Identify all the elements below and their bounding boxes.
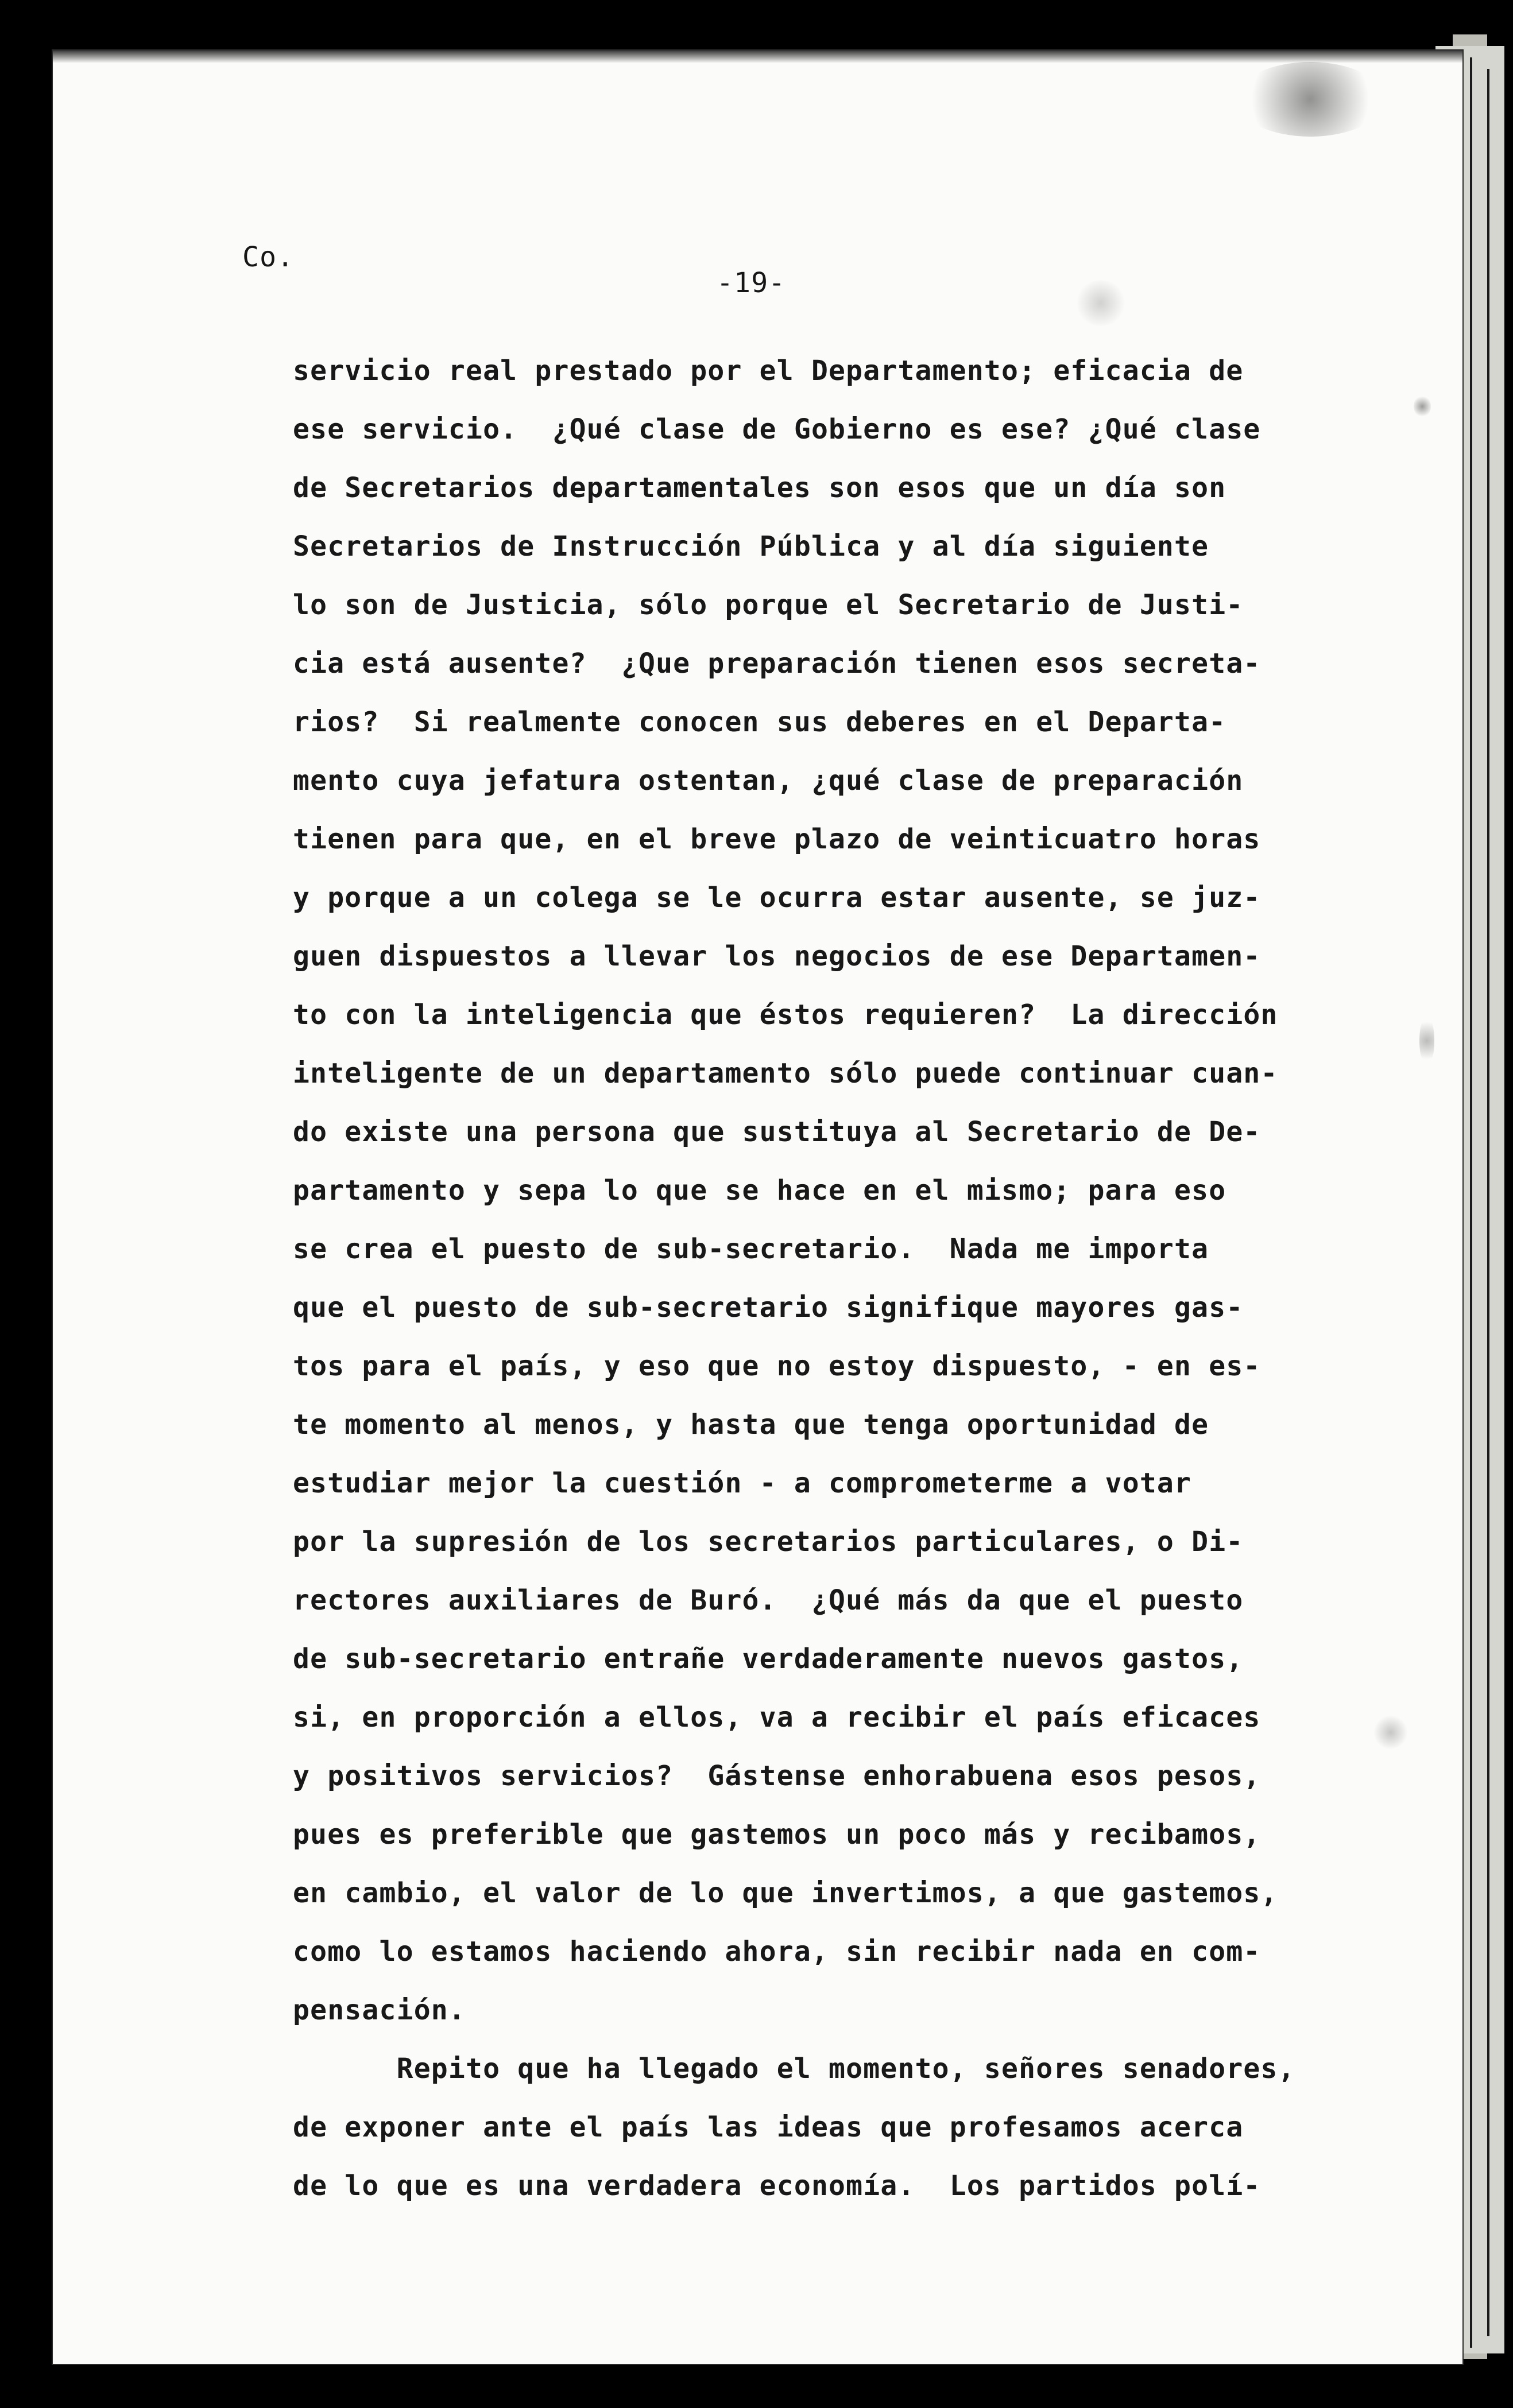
text-line: inteligente de un departamento sólo puede continuar cuan- <box>293 1057 1278 1089</box>
text-line: que el puesto de sub-secretario signifique mayores gas- <box>293 1292 1244 1324</box>
page-top-shadow <box>53 51 1462 63</box>
text-line: pensación. <box>293 1994 466 2026</box>
text-line: de Secretarios departamentales son esos que un día son <box>293 472 1226 504</box>
text-line: estudiar mejor la cuestión - a comprometerme a votar <box>293 1467 1192 1499</box>
body-text <box>293 355 1315 2289</box>
text-line: rios? Si realmente conocen sus deberes en el Departa- <box>293 706 1226 738</box>
text-line: mento cuya jefatura ostentan, ¿qué clase de preparación <box>293 765 1244 797</box>
text-line: do existe una persona que sustituya al Secretario de De- <box>293 1116 1261 1148</box>
text-line: guen dispuestos a llevar los negocios de ese Departamen- <box>293 940 1261 972</box>
text-line: servicio real prestado por el Departamento; eficacia de <box>293 355 1244 387</box>
ink-speck-3 <box>1373 1715 1408 1750</box>
text-line: partamento y sepa lo que se hace en el mismo; para eso <box>293 1174 1226 1207</box>
ink-smudge <box>1236 62 1385 137</box>
text-line: Secretarios de Instrucción Pública y al día siguiente <box>293 530 1209 563</box>
ink-speck-2 <box>1419 1015 1434 1067</box>
text-line: te momento al menos, y hasta que tenga oportunidad de <box>293 1409 1209 1441</box>
text-line: se crea el puesto de sub-secretario. Nada me importa <box>293 1233 1209 1265</box>
text-line: y porque a un colega se le ocurra estar ausente, se juz- <box>293 882 1261 914</box>
text-line: to con la inteligencia que éstos requieren? La dirección <box>293 999 1278 1031</box>
text-line: pues es preferible que gastemos un poco más y recibamos, <box>293 1818 1261 1851</box>
sheet-edge-line-2 <box>1487 69 1489 2336</box>
text-line: si, en proporción a ellos, va a recibir el país eficaces <box>293 1701 1261 1734</box>
text-line: de lo que es una verdadera economía. Los partidos polí- <box>293 2170 1261 2202</box>
text-line: rectores auxiliares de Buró. ¿Qué más da que el puesto <box>293 1584 1244 1616</box>
text-line: en cambio, el valor de lo que invertimos, a que gastemos, <box>293 1877 1278 1909</box>
text-line: por la supresión de los secretarios particulares, o Di- <box>293 1526 1244 1558</box>
text-line: y positivos servicios? Gástense enhorabuena esos pesos, <box>293 1760 1261 1792</box>
text-line: de sub-secretario entrañe verdaderamente nuevos gastos, <box>293 1643 1244 1675</box>
corner-mark: Co. <box>242 241 295 273</box>
ink-smudge-2 <box>1075 280 1127 326</box>
text-line: tos para el país, y eso que no estoy dispuesto, - en es- <box>293 1350 1261 1382</box>
text-line: ese servicio. ¿Qué clase de Gobierno es ese? ¿Qué clase <box>293 413 1261 445</box>
text-line: como lo estamos haciendo ahora, sin recibir nada en com- <box>293 1936 1261 1968</box>
page-number: -19- <box>717 267 786 299</box>
ink-speck <box>1414 395 1431 418</box>
text-line: cia está ausente? ¿Que preparación tienen esos secreta- <box>293 647 1261 680</box>
text-line: lo son de Justicia, sólo porque el Secretario de Justi- <box>293 589 1244 621</box>
text-line: Repito que ha llegado el momento, señores senadores, <box>293 2053 1295 2085</box>
text-line: de exponer ante el país las ideas que profesamos acerca <box>293 2111 1244 2143</box>
text-line: tienen para que, en el breve plazo de veinticuatro horas <box>293 823 1261 855</box>
sheet-edge-line <box>1470 57 1472 2348</box>
